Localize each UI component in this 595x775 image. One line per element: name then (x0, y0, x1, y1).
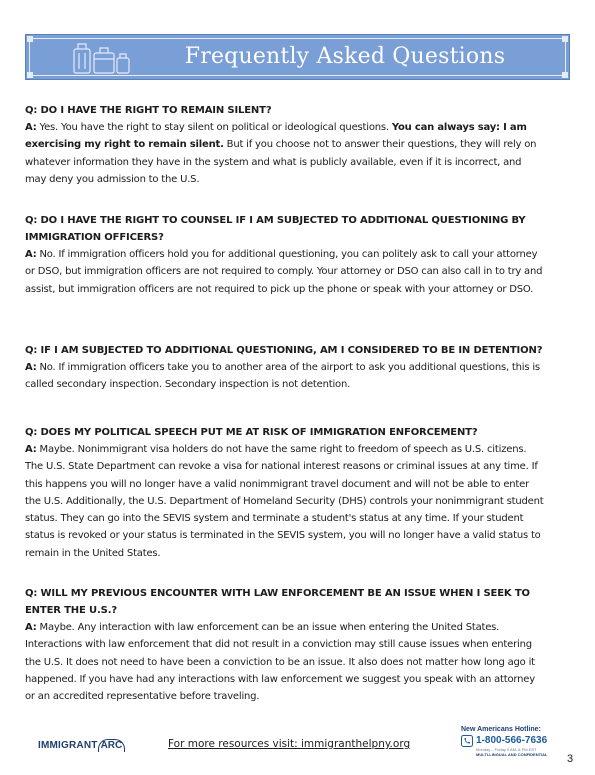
faq-question: Q: IF I AM SUBJECTED TO ADDITIONAL QUESTIONING, AM I CONSIDERED TO BE IN DETENTION? (25, 345, 543, 356)
faq-question: Q: WILL MY PREVIOUS ENCOUNTER WITH LAW ENFORCEMENT BE AN ISSUE WHEN I SEEK TO ENTER THE U.S.? (25, 588, 530, 616)
hotline-hours: Monday – Friday 9 AM–8 PM EST (476, 747, 537, 752)
hotline-number[interactable]: 1-800-566-7636 (476, 735, 548, 746)
answer-text: Yes. You have the right to stay silent on political or ideological questions. (36, 122, 392, 133)
banner-corner (562, 72, 568, 78)
faq-question: Q: DO I HAVE THE RIGHT TO COUNSEL IF I AM SUBJECTED TO ADDITIONAL QUESTIONING BY IMMIGRATION OFFICERS? (25, 215, 526, 243)
faq-item (25, 212, 545, 298)
banner-corner (27, 72, 33, 78)
faq-item (25, 585, 545, 705)
logo-arc: ARC (98, 739, 126, 752)
phone-icon (461, 735, 473, 747)
answer-emphasis: You can always say: I am exercising my right to remain silent. (25, 122, 527, 151)
answer-text: Maybe. Any interaction with law enforcement can be an issue when entering the United States. Interactions with law enforcement that did not result in a conviction may still cause issues when entering the U.S. It does not need to have been a conviction to be an issue. It also does not matter how long ago it happened. If you have had any interactions with law enforcement we suggest you speak with an attorney or an accredited representative before traveling. (25, 622, 535, 703)
logo-text: IMMIGRANT (38, 740, 98, 751)
luggage-icon (68, 39, 134, 77)
hotline-block (461, 725, 561, 757)
banner-corner (27, 36, 33, 42)
answer-text: No. If immigration officers take you to another area of the airport to ask you additional questions, this is called secondary inspection. Secondary inspection is not detention. (25, 362, 540, 391)
hotline-label: New Americans Hotline: (461, 726, 541, 733)
answer-prefix: A: (25, 249, 37, 260)
faq-item (25, 102, 545, 188)
immigrant-arc-logo[interactable] (38, 733, 125, 753)
hotline-note: MULTI-LINGUAL AND CONFIDENTIAL (476, 752, 548, 757)
resources-link[interactable]: For more resources visit: immigranthelpny.org (168, 738, 411, 750)
faq-answer (25, 119, 545, 188)
faq-answer (25, 359, 545, 394)
faq-item (25, 424, 545, 562)
faq-item (25, 342, 545, 394)
header-banner (25, 34, 570, 80)
faq-answer (25, 246, 545, 298)
banner-corner (562, 36, 568, 42)
page-title: Frequently Asked Questions (184, 44, 506, 69)
faq-answer (25, 619, 545, 705)
answer-prefix: A: (25, 622, 37, 633)
faq-question: Q: DOES MY POLITICAL SPEECH PUT ME AT RISK OF IMMIGRATION ENFORCEMENT? (25, 427, 478, 438)
answer-text: Maybe. Nonimmigrant visa holders do not have the same right to freedom of speech as U.S. citizens. The U.S. State Department can revoke a visa for national interest reasons or criminal issues at any time. If this happens you will no longer have a valid nonimmigrant travel document and will not be able to enter the U.S. Additionally, the U.S. Department of Homeland Security (DHS) controls your nonimmigrant student status. They can go into the SEVIS system and terminate a student's status at any time. If your student status is revoked or your status is terminated in the SEVIS system, you will no longer have a valid status to remain in the United States. (25, 444, 544, 559)
answer-prefix: A: (25, 444, 37, 455)
answer-prefix: A: (25, 362, 37, 373)
answer-text: But if you choose not to answer their questions, they will rely on whatever information they have in the system and what is publicly available, even if it is incorrect, and may deny you admission to the U.S. (25, 139, 537, 185)
answer-prefix: A: (25, 122, 37, 133)
answer-text: No. If immigration officers hold you for additional questioning, you can politely ask to call your attorney or DSO, but immigration officers are not required to comply. Your attorney or DSO can also call in to try and assist, but immigration officers are not required to pick up the phone or speak with your attorney or DSO. (25, 249, 543, 295)
faq-answer (25, 441, 545, 562)
page-number: 3 (567, 753, 574, 765)
faq-question: Q: DO I HAVE THE RIGHT TO REMAIN SILENT? (25, 105, 272, 116)
